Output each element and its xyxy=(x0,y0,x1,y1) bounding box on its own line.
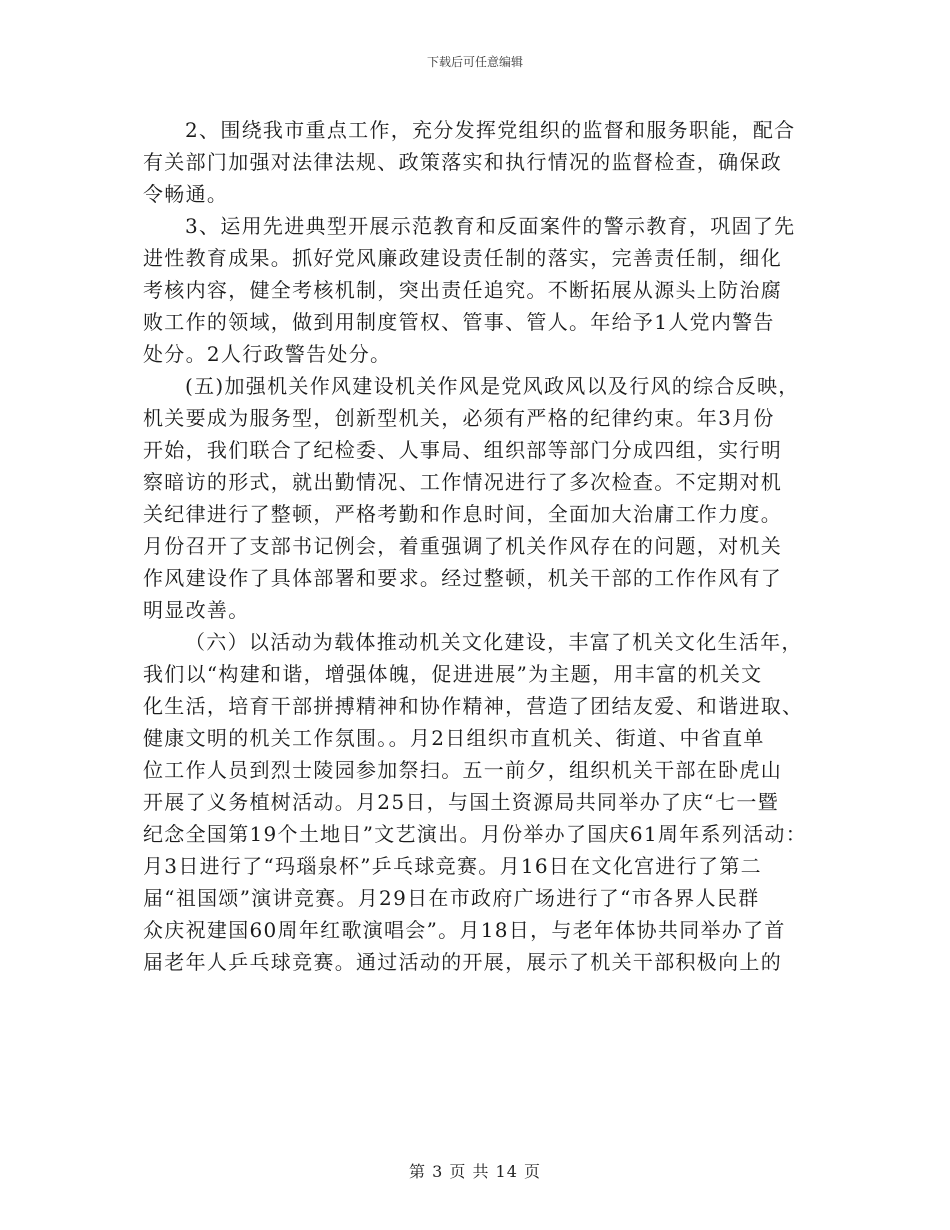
text-line: 月份召开了支部书记例会，着重强调了机关作风存在的问题，对机关 xyxy=(143,534,782,558)
text-line: 机关要成为服务型，创新型机关，必须有严格的纪律约束。年3月份 xyxy=(143,406,775,430)
text-line: 健康文明的机关工作氛围。。月2日组织市直机关、街道、中省直单 xyxy=(143,726,765,750)
text-line: 化生活，培育干部拼搏精神和协作精神，营造了团结友爱、和谐进取、 xyxy=(143,694,804,718)
text-line: （六）以活动为载体推动机关文化建设，丰富了机关文化生活年， xyxy=(185,630,803,654)
text-line: 令畅通。 xyxy=(143,182,229,206)
text-line: 关纪律进行了整顿，严格考勤和作息时间，全面加大治庸工作力度。 xyxy=(143,502,782,526)
text-line: 开始，我们联合了纪检委、人事局、组织部等部门分成四组，实行明 xyxy=(143,438,782,462)
page-footer: 第 3 页 共 14 页 xyxy=(409,1162,541,1181)
text-line: 开展了义务植树活动。月25日，与国土资源局共同举办了庆“七一暨 xyxy=(143,790,779,814)
text-line: 位工作人员到烈士陵园参加祭扫。五一前夕，组织机关干部在卧虎山 xyxy=(143,758,782,782)
page-header: 下载后可任意编辑 xyxy=(426,55,523,69)
document-body xyxy=(143,114,808,978)
text-line: 察暗访的形式，就出勤情况、工作情况进行了多次检查。不定期对机 xyxy=(143,470,782,494)
text-line: 届老年人乒乓球竞赛。通过活动的开展，展示了机关干部积极向上的 xyxy=(143,950,782,974)
text-line: 我们以“构建和谐，增强体魄，促进进展”为主题，用丰富的机关文 xyxy=(143,662,763,686)
text-line: 有关部门加强对法律法规、政策落实和执行情况的监督检查，确保政 xyxy=(143,150,782,174)
text-line: 众庆祝建国60周年红歌演唱会”。月18日，与老年体协共同举办了首 xyxy=(143,918,786,942)
text-line: 考核内容，健全考核机制，突出责任追究。不断拓展从源头上防治腐 xyxy=(143,278,782,302)
text-line: 月3日进行了“玛瑙泉杯”乒乓球竞赛。月16日在文化宫进行了第二 xyxy=(143,854,762,878)
text-line: 作风建设作了具体部署和要求。经过整顿，机关干部的工作作风有了 xyxy=(143,566,782,590)
text-line: 败工作的领域，做到用制度管权、管事、管人。年给予1人党内警告 xyxy=(143,310,775,334)
text-line: 2、围绕我市重点工作，充分发挥党组织的监督和服务职能，配合 xyxy=(185,118,796,142)
text-line: 明显改善。 xyxy=(143,598,250,622)
text-line: (五)加强机关作风建设机关作风是党风政风以及行风的综合反映， xyxy=(185,374,800,398)
text-line: 处分。2人行政警告处分。 xyxy=(143,342,392,366)
text-line: 纪念全国第19个土地日”文艺演出。月份举办了国庆61周年系列活动： xyxy=(143,822,808,846)
text-line: 3、运用先进典型开展示范教育和反面案件的警示教育，巩固了先 xyxy=(185,214,796,238)
text-line: 进性教育成果。抓好党风廉政建设责任制的落实，完善责任制，细化 xyxy=(143,246,782,270)
text-line: 届“祖国颂”演讲竞赛。月29日在市政府广场进行了“市各界人民群 xyxy=(143,886,760,910)
